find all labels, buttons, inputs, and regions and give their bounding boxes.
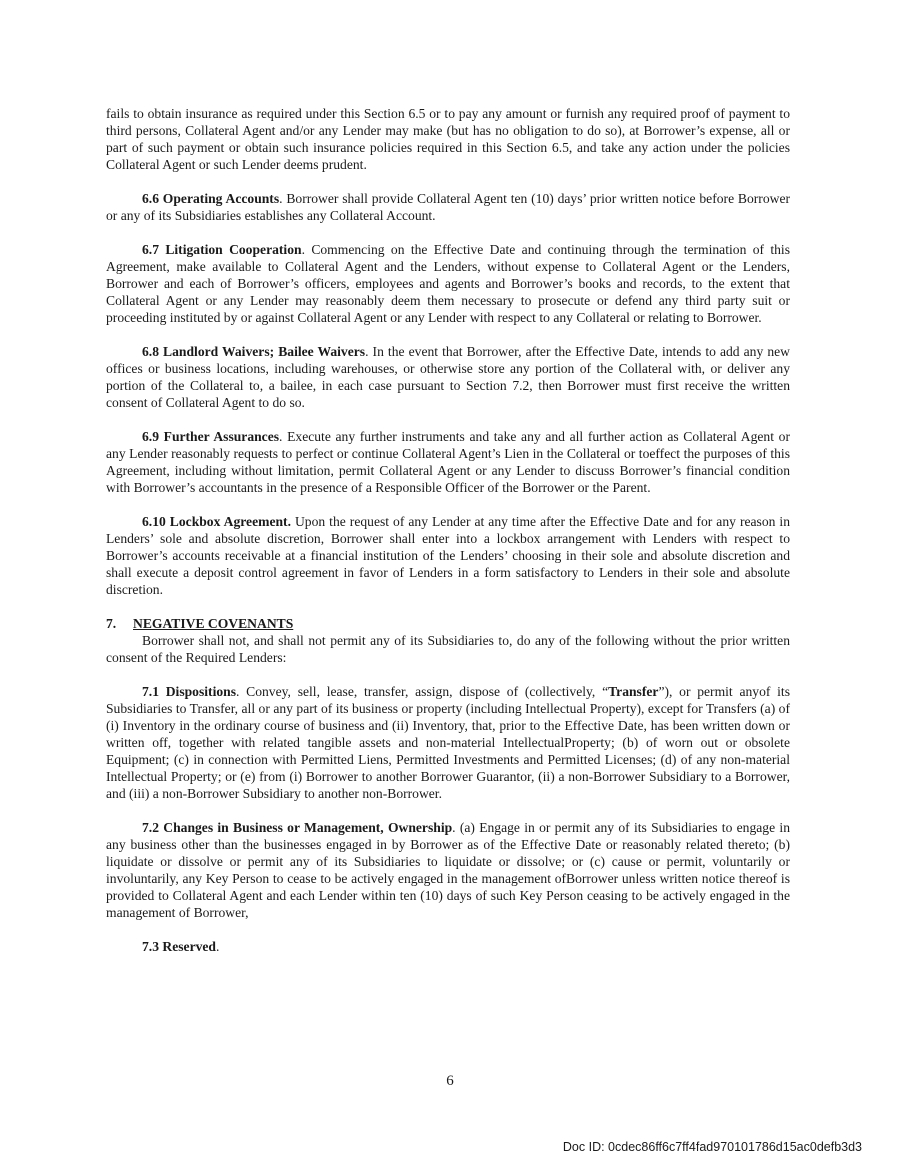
section-6-6-operating-accounts (106, 190, 790, 224)
section-body: . Borrower shall provide Collateral Agent ten (10) days’ prior written notice before Borrower or any of its Subsidiaries establishes any Collateral Account. (106, 191, 790, 223)
article-7-intro (106, 632, 790, 666)
article-7-heading (106, 615, 790, 632)
section-heading: 6.8 Landlord Waivers; Bailee Waivers (142, 344, 366, 359)
section-body: . (a) Engage in or permit any of its Subsidiaries to engage in any business other than the businesses engaged in by Borrower as of the Effective Date or reasonably related thereto; (b) liquidate or dissolve or permit any of its Subsidiaries to liquidate or dissolve; or (c) cause or permit, voluntarily or involuntarily, any Key Person to cease to be actively engaged in the management ofBorrower unless written notice thereof is provided to Collateral Agent and each Lender within ten (10) days of such Key Person ceasing to be actively engaged in the management of Borrower, (106, 820, 790, 920)
section-6-7-litigation-cooperation (106, 241, 790, 326)
section-7-1-dispositions (106, 683, 790, 802)
article-number: 7. (106, 616, 117, 631)
section-heading: 6.6 Operating Accounts (142, 191, 280, 206)
section-6-9-further-assurances (106, 428, 790, 496)
paragraph-text: fails to obtain insurance as required under this Section 6.5 or to pay any amount or furnish any required proof of payment to third persons, Collateral Agent and/or any Lender may make (but has no obligation to do so), at Borrower’s expense, all or part of such payment or obtain such insurance policies required in this Section 6.5, and take any action under the policies Collateral Agent or such Lender deems prudent. (106, 106, 790, 172)
section-body: . Execute any further instruments and take any and all further action as Collateral Agent or any Lender reasonably requests to perfect or continue Collateral Agent’s Lien in the Collateral or toeffect the purposes of this Agreement, including without limitation, permit Collateral Agent or any Lender to discuss Borrower’s financial condition with Borrower’s accountants in the presence of a Responsible Officer of the Borrower or the Parent. (106, 429, 790, 495)
section-heading: 7.2 Changes in Business or Management, Ownership (142, 820, 453, 835)
section-heading: 6.7 Litigation Cooperation (142, 242, 302, 257)
paragraph-insurance-continuation (106, 105, 790, 173)
section-7-2-changes-in-business (106, 819, 790, 921)
article-title: NEGATIVE COVENANTS (133, 616, 294, 631)
section-body: . In the event that Borrower, after the Effective Date, intends to add any new offices or business locations, including warehouses, or otherwise store any portion of the Collateral with, or deliver any portion of the Collateral to, a bailee, in each case pursuant to Section 7.2, then Borrower must first receive the written consent of Collateral Agent to do so. (106, 344, 790, 410)
section-heading: 6.9 Further Assurances (142, 429, 280, 444)
section-body: Upon the request of any Lender at any time after the Effective Date and for any reason in Lenders’ sole and absolute discretion, Borrower shall enter into a lockbox arrangement with Lenders with respect to Borrower’s accounts receivable at a financial institution of the Lenders’ choosing in their sole and absolute discretion and shall execute a deposit control agreement in favor of Lenders in a form satisfactory to Lenders in their sole and absolute discretion. (106, 514, 790, 597)
paragraph-text: Borrower shall not, and shall not permit any of its Subsidiaries to, do any of the following without the prior written consent of the Required Lenders: (106, 633, 790, 665)
section-heading: 7.1 Dispositions (142, 684, 236, 699)
section-6-8-landlord-waivers (106, 343, 790, 411)
section-heading: 7.3 Reserved (142, 939, 216, 954)
document-page-body (106, 105, 790, 972)
section-body: . Commencing on the Effective Date and continuing through the termination of this Agreement, make available to Collateral Agent and the Lenders, without expense to Collateral Agent or the Lenders, Borrower and each of Borrower’s officers, employees and agents and Borrower’s books and records, to the extent that Collateral Agent or any Lender may reasonably deem them necessary to prosecute or defend any third party suit or proceeding instituted by or against Collateral Agent or any Lender with respect to any Collateral or relating to Borrower. (106, 242, 791, 325)
doc-id-footer: Doc ID: 0cdec86ff6c7ff4fad970101786d15ac0defb3d3 (562, 1140, 862, 1154)
page-number: 6 (446, 1073, 454, 1089)
section-body-part-b: ”), or permit anyof its Subsidiaries to Transfer, all or any part of its business or property (including Intellectual Property), except for Transfers (a) of (i) Inventory in the ordinary course of business and (ii) Inventory, that, prior to the Effective Date, has been written down or written off, together with related tangible assets and non-material IntellectualProperty; (b) of worn out or obsolete Equipment; (c) in connection with Permitted Liens, Permitted Investments and Permitted Licenses; (d) of any non-material Intellectual Property; or (e) from (i) Borrower to another Borrower Guarantor, (ii) a non-Borrower Subsidiary to a Borrower, and (iii) a non-Borrower Subsidiary to another non-Borrower. (106, 684, 791, 801)
section-body-part-a: . Convey, sell, lease, transfer, assign, dispose of (collectively, “ (236, 684, 609, 699)
section-6-10-lockbox-agreement (106, 513, 790, 598)
defined-term: Transfer (608, 684, 659, 699)
section-body: . (216, 939, 220, 954)
section-heading: 6.10 Lockbox Agreement. (142, 514, 291, 529)
section-7-3-reserved (106, 938, 790, 955)
